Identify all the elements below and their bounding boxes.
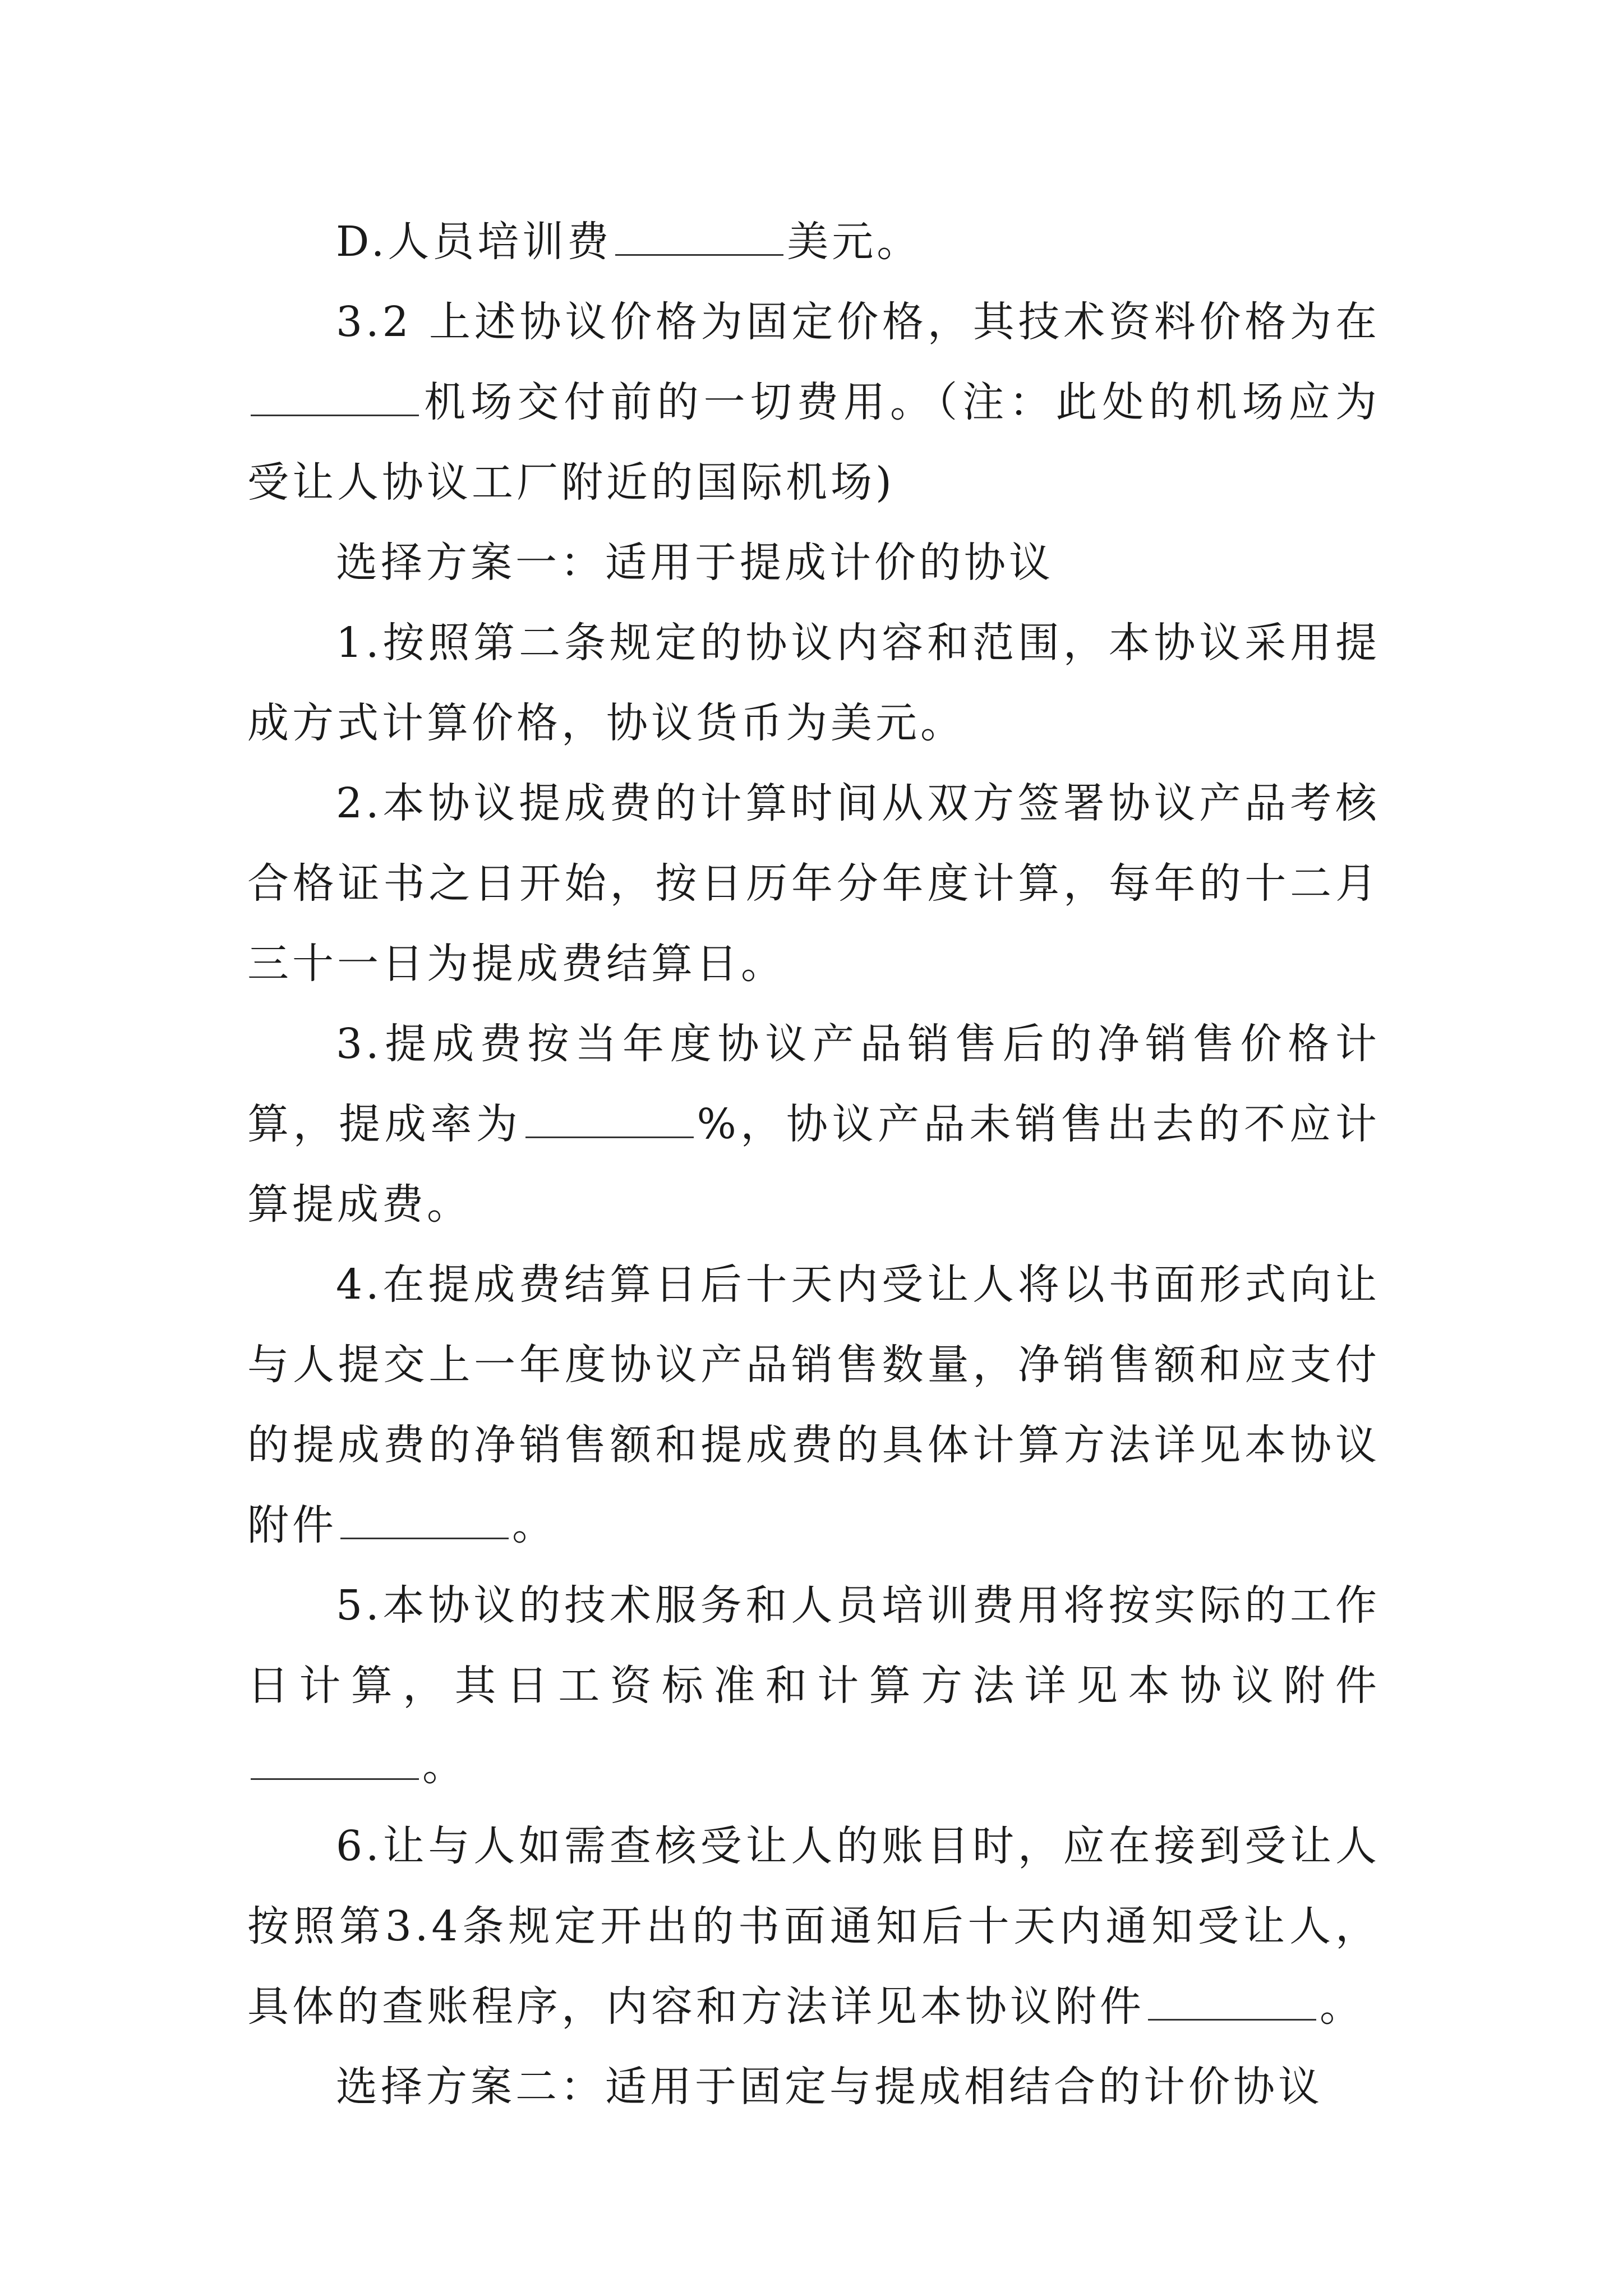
paragraph-3-2: 3.2 上述协议价格为固定价格，其技术资料价格为在机场交付前的一切费用。（注：此处的机场应为受让人协议工厂附近的国际机场) (247, 298, 1380, 507)
paragraph-item-3: 3.提成费按当年度协议产品销售后的净销售价格计算，提成率为 %，协议产品未销售出去的不应计算提成费。 (247, 1020, 1380, 1228)
paragraph-item-1: 1.按照第二条规定的协议内容和范围，本协议采用提成方式计算价格，协议货币为美元。 (247, 619, 1380, 747)
paragraph-option-two-heading: 选择方案二：适用于固定与提成相结合的计价协议 (336, 2063, 1323, 2111)
paragraph-item-2: 2.本协议提成费的计算时间从双方签署协议产品考核合格证书之日开始，按日历年分年度计算，每年的十二月三十一日为提成费结算日。 (247, 779, 1380, 988)
paragraph-option-one-heading: 选择方案一：适用于提成计价的协议 (336, 539, 1054, 587)
blank-field (251, 378, 419, 416)
paragraph-training-fee: D.人员培训费 美元。 (336, 218, 922, 266)
blank-field (525, 1099, 694, 1138)
blank-field (340, 1501, 509, 1539)
document-body (247, 202, 1380, 2127)
blank-field (615, 217, 783, 256)
paragraph-item-6: 6.让与人如需查核受让人的账目时，应在接到受让人按照第3.4条规定开出的书面通知后十天内通知受让人，具体的查账程序，内容和方法详见本协议附件 。 (247, 1822, 1380, 2031)
paragraph-item-5: 5.本协议的技术服务和人员培训费用将按实际的工作日计算，其日工资标准和计算方法详见本协议附件。 (247, 1581, 1380, 1790)
blank-field (251, 1741, 419, 1780)
blank-field (1148, 1982, 1316, 2021)
paragraph-item-4: 4.在提成费结算日后十天内受让人将以书面形式向让与人提交上一年度协议产品销售数量，净销售额和应支付的提成费的净销售额和提成费的具体计算方法详见本协议附件 。 (247, 1260, 1380, 1549)
